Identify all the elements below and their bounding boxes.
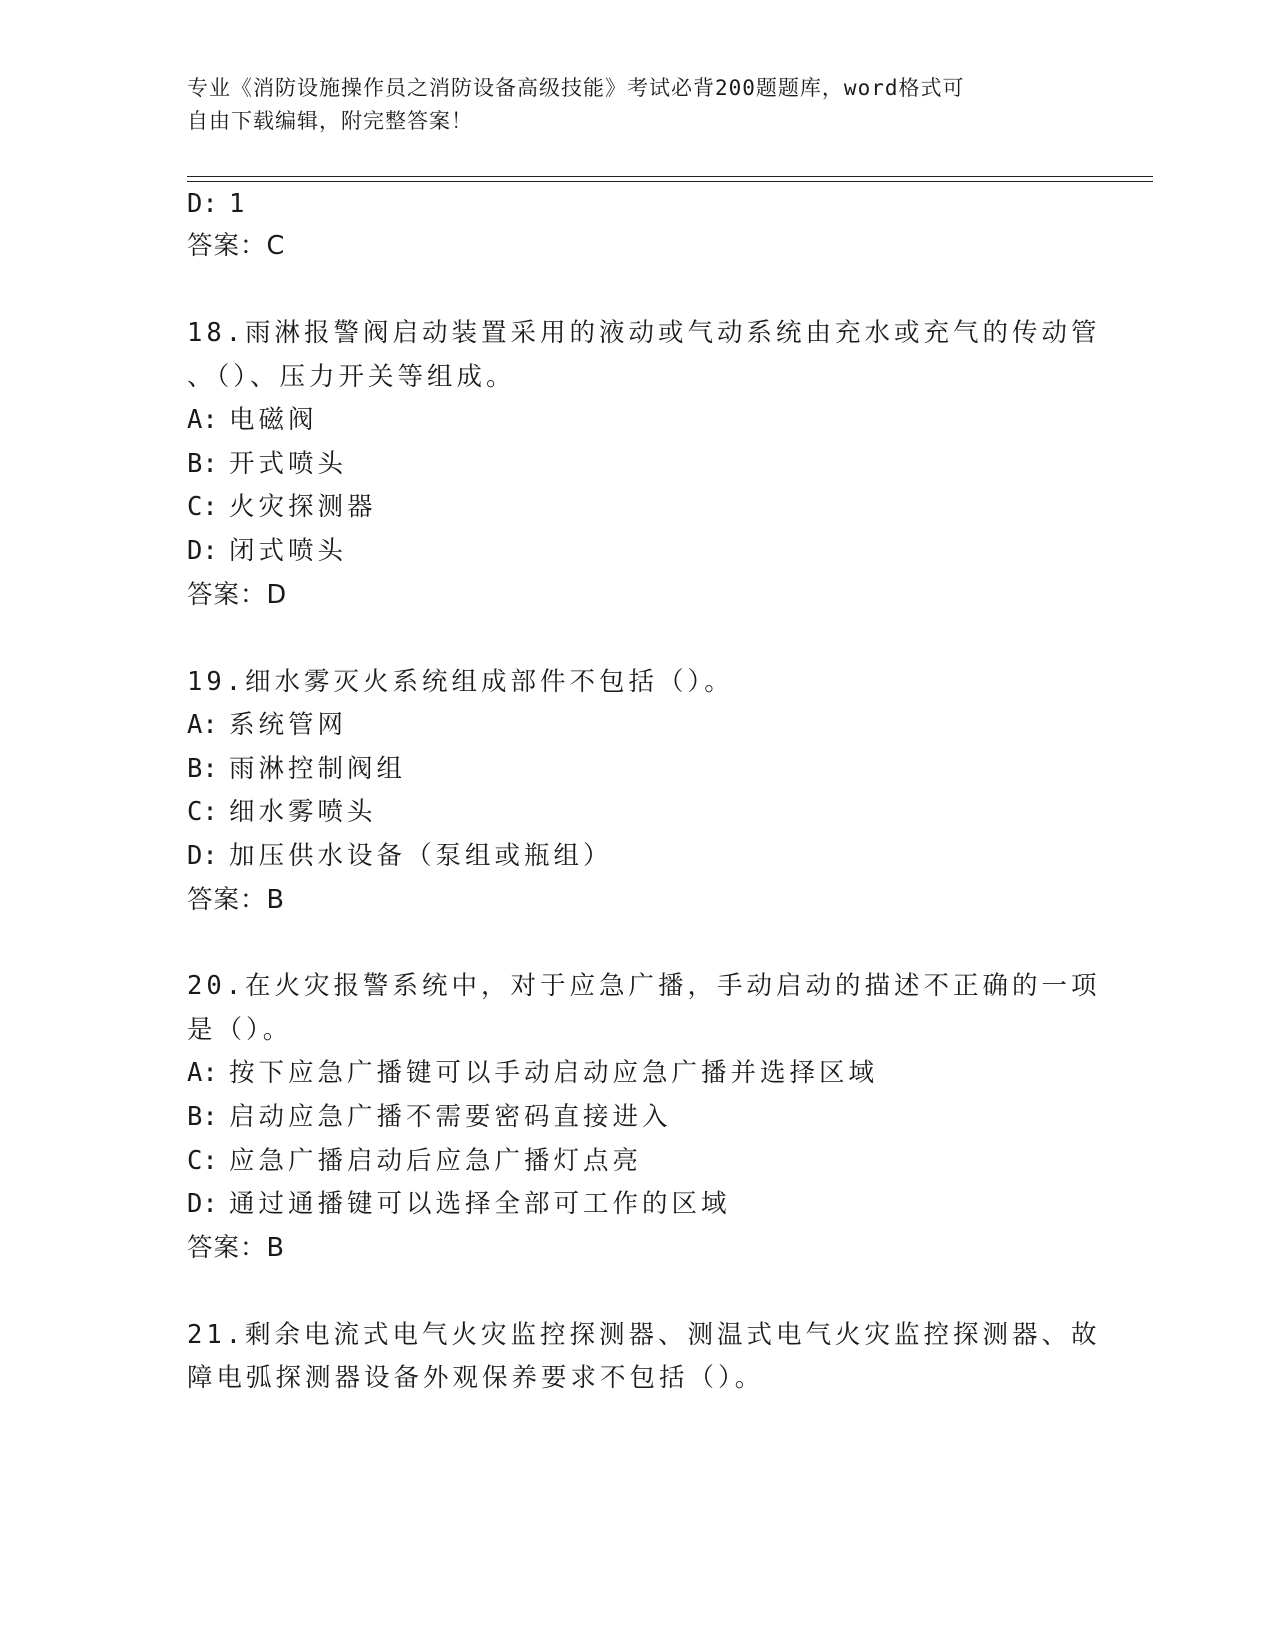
option-text: 应急广播启动后应急广播灯点亮 <box>229 1146 643 1176</box>
option-text: 细水雾喷头 <box>229 797 377 827</box>
q18-stem-line-1: 18.雨淋报警阀启动装置采用的液动或气动系统由充水或充气的传动管 <box>187 318 1101 348</box>
q19-option-c <box>187 797 377 827</box>
option-text: 系统管网 <box>229 710 348 740</box>
q20-option-c <box>187 1146 642 1176</box>
option-key: A: <box>187 1058 218 1088</box>
option-text: 1 <box>229 189 249 219</box>
q18-stem-line-2: 、（）、压力开关等组成。 <box>187 362 516 392</box>
q20-option-a <box>187 1058 878 1088</box>
option-text: 火灾探测器 <box>229 492 377 522</box>
q19-answer: 答案：B <box>187 885 285 915</box>
option-key: B: <box>187 1102 218 1132</box>
q20-answer: 答案：B <box>187 1233 285 1263</box>
option-text: 加压供水设备（泵组或瓶组） <box>229 841 613 871</box>
option-key: C: <box>187 492 218 522</box>
option-text: 通过通播键可以选择全部可工作的区域 <box>229 1189 731 1219</box>
header-line-2: 自由下载编辑，附完整答案！ <box>187 109 473 133</box>
q18-option-c <box>187 492 377 522</box>
q19-option-d <box>187 841 613 871</box>
option-key: A: <box>187 405 218 435</box>
q17-answer: 答案：C <box>187 231 286 261</box>
option-key: C: <box>187 797 218 827</box>
option-key: A: <box>187 710 218 740</box>
q21-stem-line-2: 障电弧探测器设备外观保养要求不包括（）。 <box>187 1363 765 1393</box>
option-text: 闭式喷头 <box>229 536 348 566</box>
q19-option-a <box>187 710 347 740</box>
option-text: 电磁阀 <box>229 405 318 435</box>
header-divider-top <box>187 176 1153 177</box>
q19-option-b <box>187 754 406 784</box>
q20-option-d <box>187 1189 731 1219</box>
q20-option-b <box>187 1102 672 1132</box>
option-text: 按下应急广播键可以手动启动应急广播并选择区域 <box>229 1058 879 1088</box>
header-line-1: 专业《消防设施操作员之消防设备高级技能》考试必背200题题库，word格式可 <box>187 76 965 100</box>
option-key: B: <box>187 754 218 784</box>
q18-answer: 答案：D <box>187 580 288 610</box>
option-key: D: <box>187 189 218 219</box>
option-key: D: <box>187 536 218 566</box>
option-text: 开式喷头 <box>229 449 348 479</box>
q17-option-d <box>187 189 248 219</box>
option-key: D: <box>187 1189 218 1219</box>
document-header <box>187 72 1067 138</box>
q19-stem-line-1: 19.细水雾灭火系统组成部件不包括（）。 <box>187 667 734 697</box>
option-key: D: <box>187 841 218 871</box>
q21-stem-line-1: 21.剩余电流式电气火灾监控探测器、测温式电气火灾监控探测器、故 <box>187 1320 1101 1350</box>
q18-option-b <box>187 449 347 479</box>
option-text: 雨淋控制阀组 <box>229 754 407 784</box>
option-text: 启动应急广播不需要密码直接进入 <box>229 1102 672 1132</box>
option-key: B: <box>187 449 218 479</box>
option-key: C: <box>187 1146 218 1176</box>
q20-stem-line-1: 20.在火灾报警系统中，对于应急广播，手动启动的描述不正确的一项 <box>187 971 1101 1001</box>
q20-stem-line-2: 是（）。 <box>187 1015 293 1045</box>
header-divider-bottom <box>187 181 1153 182</box>
q18-option-a <box>187 405 318 435</box>
q18-option-d <box>187 536 347 566</box>
